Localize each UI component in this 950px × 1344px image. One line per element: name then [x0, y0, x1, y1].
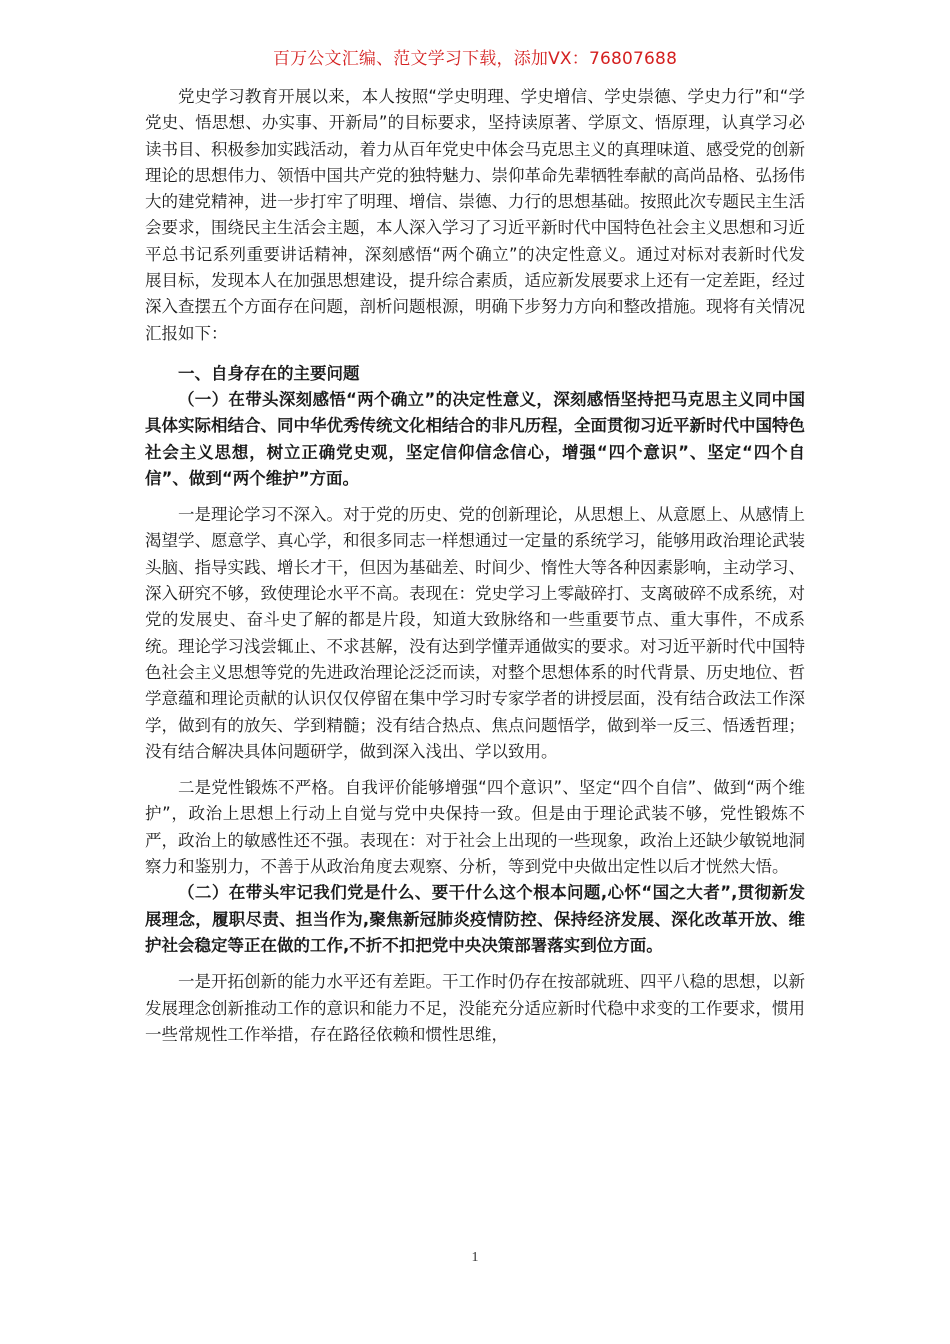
subsection-heading-2: （二）在带头牢记我们党是什么、要干什么这个根本问题,心怀“国之大者”,贯彻新发展理念，履职尽责、担当作为,聚焦新冠肺炎疫情防控、保持经济发展、深化改革开放、维护社会稳定等正在做的工作,不折不扣把党中央决策部署落实到位方面。 [145, 883, 805, 955]
paragraph-theory-study: 一是理论学习不深入。对于党的历史、党的创新理论，从思想上、从意愿上、从感情上渴望学、愿意学、真心学，和很多同志一样想通过一定量的系统学习，能够用政治理论武装头脑、指导实践、增长才干，但因为基础差、时间少、惰性大等各种因素影响，主动学习、深入研究不够，致使理论水平不高。表现在：党史学习上零敲碎打、支离破碎不成系统，对党的发展史、奋斗史了解的都是片段，知道大致脉络和一些重要节点、重大事件，不成系统。理论学习浅尝辄止、不求甚解，没有达到学懂弄通做实的要求。对习近平新时代中国特色社会主义思想等党的先进政治理论泛泛而读，对整个思想体系的时代背景、历史地位、哲学意蕴和理论贡献的认识仅仅停留在集中学习时专家学者的讲授层面，没有结合政法工作深学，做到有的放矢、学到精髓；没有结合热点、焦点问题悟学，做到举一反三、悟透哲理；没有结合解决具体问题研学，做到深入浅出、学以致用。 [145, 505, 805, 761]
page-number: 1 [471, 1250, 479, 1265]
document-body [145, 84, 805, 1048]
paragraph-innovation: 一是开拓创新的能力水平还有差距。干工作时仍存在按部就班、四平八稳的思想，以新发展理念创新推动工作的意识和能力不足，没能充分适应新时代稳中求变的工作要求，惯用一些常规性工作举措，存在路径依赖和惯性思维， [145, 972, 805, 1044]
watermark-header: 百万公文汇编、范文学习下载，添加VX：76807688 [272, 49, 678, 69]
intro-paragraph: 党史学习教育开展以来，本人按照“学史明理、学史增信、学史崇德、学史力行”和“学党史、悟思想、办实事、开新局”的目标要求，坚持读原著、学原文、悟原理，认真学习必读书目、积极参加实践活动，着力从百年党史中体会马克思主义的真理味道、感受党的创新理论的思想伟力、领悟中国共产党的独特魅力、崇仰革命先辈牺牲奉献的高尚品格、弘扬伟大的建党精神，进一步打牢了明理、增信、崇德、力行的思想基础。按照此次专题民主生活会要求，围绕民主生活会主题，本人深入学习了习近平新时代中国特色社会主义思想和习近平总书记系列重要讲话精神，深刻感悟“两个确立”的决定性意义。通过对标对表新时代发展目标，发现本人在加强思想建设，提升综合素质，适应新发展要求上还有一定差距，经过深入查摆五个方面存在问题，剖析问题根源，明确下步努力方向和整改措施。现将有关情况汇报如下： [145, 87, 805, 343]
paragraph-party-training: 二是党性锻炼不严格。自我评价能够增强“四个意识”、坚定“四个自信”、做到“两个维护”，政治上思想上行动上自觉与党中央保持一致。但是由于理论武装不够，党性锻炼不严，政治上的敏感性还不强。表现在：对于社会上出现的一些现象，政治上还缺少敏锐地洞察力和鉴别力，不善于从政治角度去观察、分析，等到党中央做出定性以后才恍然大悟。 [145, 778, 805, 877]
subsection-heading-1: （一）在带头深刻感悟“两个确立”的决定性意义，深刻感悟坚持把马克思主义同中国具体实际相结合、同中华优秀传统文化相结合的非凡历程，全面贯彻习近平新时代中国特色社会主义思想，树立正确党史观，坚定信仰信念信心，增强“四个意识”、坚定“四个自信”、做到“两个维护”方面。 [145, 389, 805, 488]
section-heading: 一、自身存在的主要问题 [178, 363, 360, 383]
